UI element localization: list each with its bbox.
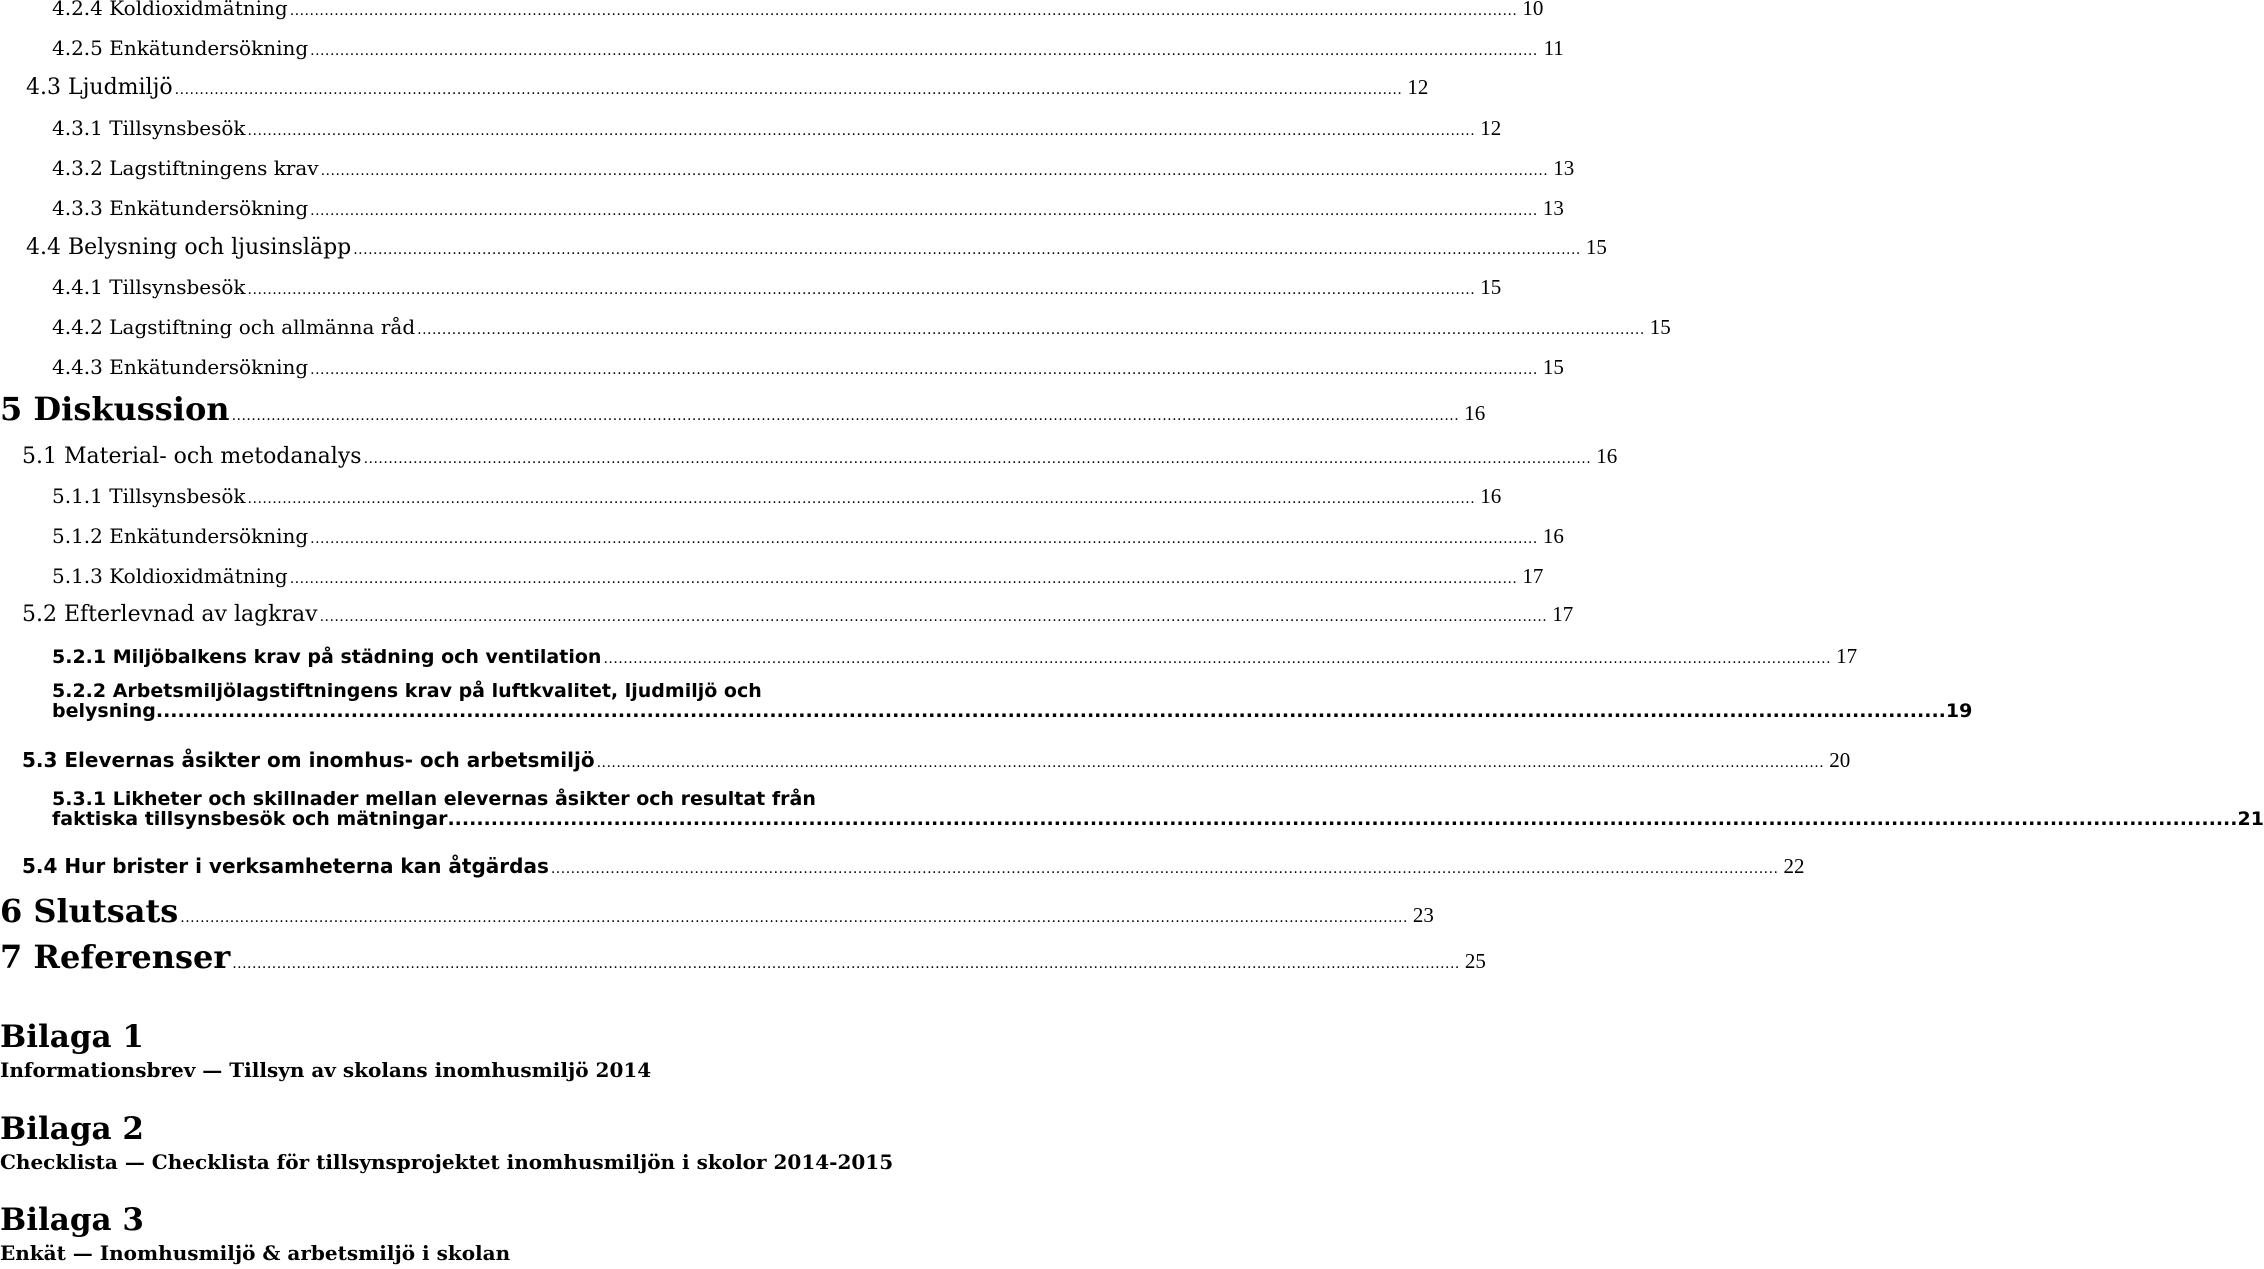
toc-page-number: 22 xyxy=(1783,854,1805,878)
appendix-title: Bilaga 3 xyxy=(0,1202,144,1238)
dot-leader: ........................................................................................................................................................................................................................................................ xyxy=(363,451,1592,467)
dot-leader: ........................................................................................................................................................................................................................................................ xyxy=(174,82,1403,98)
toc-entry-title-continued: belysning xyxy=(52,700,156,722)
appendix-description: Enkät — Inomhusmiljö & arbetsmiljö i skolan xyxy=(0,1241,511,1265)
toc-entry[interactable] xyxy=(52,680,1973,722)
dot-leader: ........................................................................................................................................................................................................................................................ xyxy=(319,609,1548,625)
toc-entry-title: 4.4.1 Tillsynsbesök xyxy=(52,275,246,299)
dot-leader: ........................................................................................................................................................................................................................................................ xyxy=(310,362,1538,378)
dot-leader: ........................................................................................................................................................................................................................................................ xyxy=(310,43,1538,59)
dot-leader: ........................................................................................................................................................................................................................................................ xyxy=(247,491,1476,507)
toc-entry-title: 4.4.2 Lagstiftning och allmänna råd xyxy=(52,315,416,339)
toc-entry-title: 5.1.1 Tillsynsbesök xyxy=(52,484,246,508)
toc-entry-title: 4.3.1 Tillsynsbesök xyxy=(52,116,246,140)
toc-page-number: 17 xyxy=(1552,602,1574,626)
toc-entry-title: 4.4.3 Enkätundersökning xyxy=(52,355,309,379)
toc-page-number: 20 xyxy=(1829,748,1851,772)
appendix-description: Informationsbrev — Tillsyn av skolans inomhusmiljö 2014 xyxy=(0,1058,652,1082)
toc-page-number: 16 xyxy=(1542,524,1564,548)
toc-page-number: 17 xyxy=(1522,564,1544,588)
toc-page-number: 15 xyxy=(1649,315,1671,339)
toc-entry-title: 5.1.3 Koldioxidmätning xyxy=(52,564,288,588)
toc-page-number: 12 xyxy=(1407,75,1429,99)
toc-page-number: 15 xyxy=(1542,355,1564,379)
toc-entry[interactable] xyxy=(22,748,1851,773)
appendix-title: Bilaga 2 xyxy=(0,1111,144,1147)
toc-page-number: 16 xyxy=(1464,401,1486,425)
toc-entry[interactable] xyxy=(26,235,1607,260)
dot-leader: ........................................................................................................................................................................................................................................................ xyxy=(155,700,1946,722)
toc-entry[interactable] xyxy=(22,444,1618,469)
appendix-2 xyxy=(0,1112,893,1174)
toc-page-number: 13 xyxy=(1553,156,1575,180)
toc-page-number: 19 xyxy=(1945,700,1973,722)
toc-entry[interactable] xyxy=(52,36,1564,61)
toc-entry-title: 5.1.2 Enkätundersökning xyxy=(52,524,309,548)
toc-entry-title: 5.2.2 Arbetsmiljölagstiftningens krav på luftkvalitet, ljudmiljö och xyxy=(52,680,762,702)
toc-entry-title-continued: faktiska tillsynsbesök och mätningar xyxy=(52,808,448,830)
toc-entry-title: 4.3.2 Lagstiftningens krav xyxy=(52,156,319,180)
toc-entry-title: 4.3.3 Enkätundersökning xyxy=(52,196,309,220)
toc-page-number: 23 xyxy=(1412,903,1434,927)
toc-entry-title: 6 Slutsats xyxy=(0,892,179,930)
appendix-1 xyxy=(0,1020,651,1082)
dot-leader: ........................................................................................................................................................................................................................................................ xyxy=(180,910,1408,926)
toc-entry[interactable] xyxy=(52,275,1502,300)
toc-entry[interactable] xyxy=(26,75,1429,100)
toc-entry-title: 4.4 Belysning och ljusinsläpp xyxy=(26,235,352,260)
toc-entry[interactable] xyxy=(0,892,1434,930)
toc-page-number: 16 xyxy=(1596,444,1618,468)
toc-entry[interactable] xyxy=(52,0,1544,21)
toc-page-number: 25 xyxy=(1464,949,1486,973)
toc-entry-title: 5.1 Material- och metodanalys xyxy=(22,444,362,469)
dot-leader: ........................................................................................................................................................................................................................................................ xyxy=(310,203,1538,219)
appendix-3 xyxy=(0,1203,510,1265)
toc-entry-title: 4.2.4 Koldioxidmätning xyxy=(52,0,288,20)
dot-leader: ........................................................................................................................................................................................................................................................ xyxy=(447,808,2238,830)
toc-page-number: 13 xyxy=(1542,196,1564,220)
dot-leader: ........................................................................................................................................................................................................................................................ xyxy=(289,3,1518,19)
toc-page-number: 21 xyxy=(2237,808,2264,830)
toc-entry[interactable] xyxy=(52,564,1544,589)
toc-entry-title: 5.2 Efterlevnad av lagkrav xyxy=(22,602,318,627)
dot-leader: ........................................................................................................................................................................................................................................................ xyxy=(247,282,1476,298)
toc-page-number: 12 xyxy=(1480,116,1502,140)
toc-entry[interactable] xyxy=(52,116,1502,141)
toc-entry[interactable] xyxy=(52,484,1502,509)
toc-entry[interactable] xyxy=(52,156,1575,181)
toc-entry-title: 4.3 Ljudmiljö xyxy=(26,75,173,100)
toc-page-number: 10 xyxy=(1522,0,1544,20)
appendix-description: Checklista — Checklista för tillsynsprojektet inomhusmiljön i skolor 2014-2015 xyxy=(0,1150,894,1174)
toc-entry[interactable] xyxy=(52,644,1858,669)
dot-leader: ........................................................................................................................................................................................................................................................ xyxy=(232,956,1460,972)
toc-entry-title: 5.3 Elevernas åsikter om inomhus- och arbetsmiljö xyxy=(22,748,595,772)
dot-leader: ........................................................................................................................................................................................................................................................ xyxy=(550,861,1779,877)
toc-entry[interactable] xyxy=(52,355,1564,380)
toc-entry-title: 5 Diskussion xyxy=(0,390,230,428)
dot-leader: ........................................................................................................................................................................................................................................................ xyxy=(231,408,1460,424)
toc-entry[interactable] xyxy=(52,315,1671,340)
toc-page-number: 16 xyxy=(1480,484,1502,508)
dot-leader: ........................................................................................................................................................................................................................................................ xyxy=(353,242,1581,258)
dot-leader: ........................................................................................................................................................................................................................................................ xyxy=(320,163,1549,179)
dot-leader: ........................................................................................................................................................................................................................................................ xyxy=(417,322,1645,338)
dot-leader: ........................................................................................................................................................................................................................................................ xyxy=(247,123,1476,139)
toc-page-number: 15 xyxy=(1585,235,1607,259)
appendix-title: Bilaga 1 xyxy=(0,1019,144,1055)
toc-page-number: 11 xyxy=(1543,36,1564,60)
toc-entry[interactable] xyxy=(0,390,1486,428)
toc-entry-title: 5.2.1 Miljöbalkens krav på städning och ventilation xyxy=(52,646,602,668)
toc-entry-title: 7 Referenser xyxy=(0,938,231,976)
toc-entry-title: 5.4 Hur brister i verksamheterna kan åtgärdas xyxy=(22,854,549,878)
toc-entry[interactable] xyxy=(52,524,1564,549)
toc-entry[interactable] xyxy=(22,854,1805,879)
dot-leader: ........................................................................................................................................................................................................................................................ xyxy=(289,571,1518,587)
toc-entry-title: 5.3.1 Likheter och skillnader mellan elevernas åsikter och resultat från xyxy=(52,788,816,810)
toc-entry[interactable] xyxy=(0,938,1486,976)
dot-leader: ........................................................................................................................................................................................................................................................ xyxy=(310,531,1538,547)
dot-leader: ........................................................................................................................................................................................................................................................ xyxy=(596,755,1825,771)
toc-entry[interactable] xyxy=(22,602,1574,627)
toc-entry[interactable] xyxy=(52,196,1564,221)
toc-entry[interactable] xyxy=(52,788,2264,830)
toc-entry-title: 4.2.5 Enkätundersökning xyxy=(52,36,309,60)
dot-leader: ........................................................................................................................................................................................................................................................ xyxy=(603,651,1832,667)
toc-page-number: 17 xyxy=(1836,644,1858,668)
toc-page-number: 15 xyxy=(1480,275,1502,299)
